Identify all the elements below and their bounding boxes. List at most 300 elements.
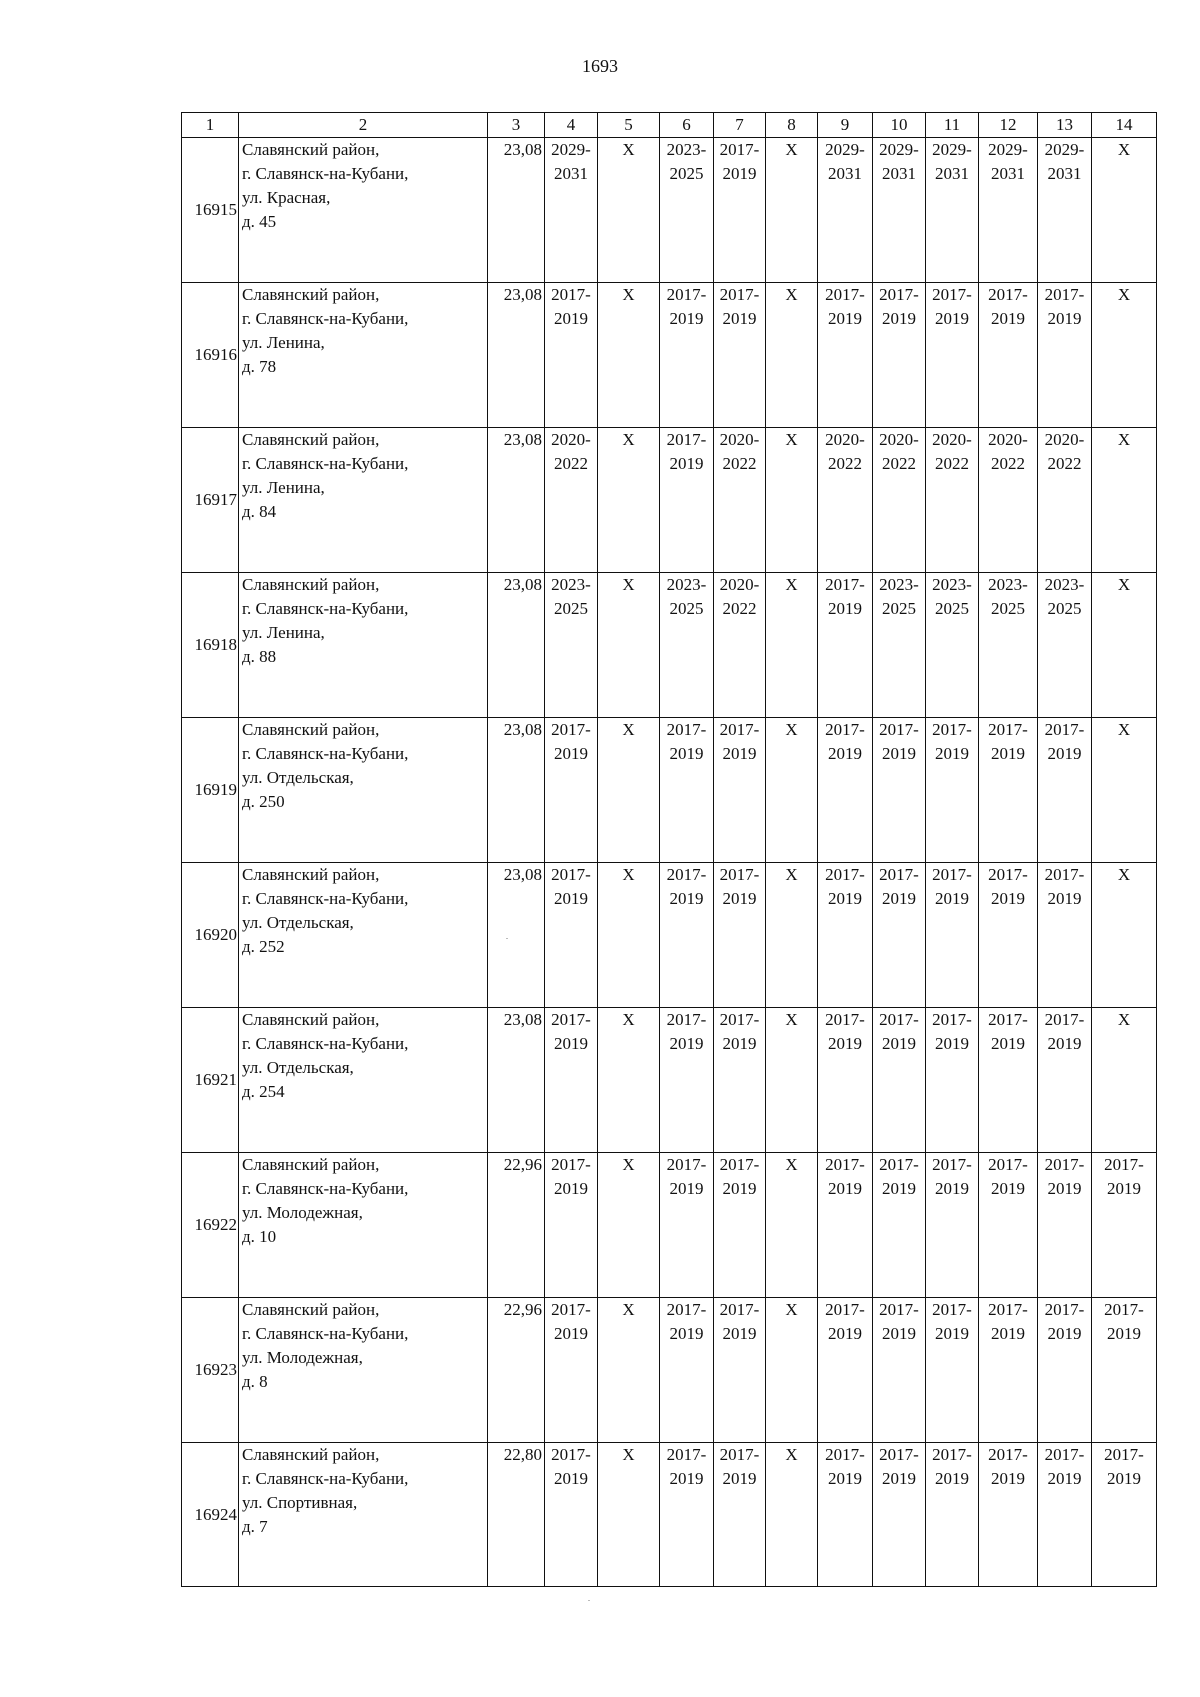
x-mark-cell-c8: Х [766, 1153, 818, 1298]
period-line: 2017- [666, 285, 707, 304]
period-cell-c6 [660, 1298, 714, 1443]
address-line: г. Славянск-на-Кубани, [242, 454, 409, 473]
x-mark-cell-c5: Х [598, 1298, 660, 1443]
period-cell-c12 [979, 718, 1038, 863]
period-cell-c6 [660, 1008, 714, 1153]
period-line: 2019 [882, 1469, 916, 1488]
period-cell-c6 [660, 283, 714, 428]
period-line: 2017- [825, 1010, 865, 1029]
period-line: 2019 [554, 309, 588, 328]
period-cell-c10 [873, 428, 926, 573]
header-row [182, 113, 1157, 138]
period-cell-c12 [979, 1298, 1038, 1443]
column-header-14: 14 [1092, 113, 1157, 138]
x-mark-cell-c8: Х [766, 863, 818, 1008]
period-line: 2019 [882, 744, 916, 763]
period-cell-c12 [979, 1443, 1038, 1587]
address-line: ул. Отдельская, [242, 768, 354, 787]
period-cell-c6 [660, 138, 714, 283]
scan-speck [506, 938, 508, 939]
x-mark-cell-c5: Х [598, 1443, 660, 1587]
period-line: 2019 [722, 309, 757, 328]
period-line: 2023- [551, 575, 591, 594]
x-mark-cell-c8: Х [766, 428, 818, 573]
period-line: 2019 [1047, 1179, 1082, 1198]
period-line: 2017- [879, 865, 919, 884]
period-line: 2022 [554, 454, 588, 473]
period-line: 2017- [1104, 1445, 1144, 1464]
period-line: 2019 [722, 889, 757, 908]
period-cell-c7 [714, 1008, 766, 1153]
period-line: 2029- [825, 140, 865, 159]
period-cell-c12 [979, 1153, 1038, 1298]
period-line: 2019 [991, 744, 1025, 763]
period-line: 2020- [719, 430, 760, 449]
address-line: ул. Красная, [242, 188, 331, 207]
address-line: д. 84 [242, 502, 277, 521]
period-line: 2017- [1044, 1010, 1085, 1029]
period-line: 2017- [879, 285, 919, 304]
row-address [239, 283, 488, 428]
x-mark-cell-c8: Х [766, 1443, 818, 1587]
column-header-6: 6 [660, 113, 714, 138]
x-mark-cell-c14: Х [1092, 573, 1157, 718]
row-area: 23,08 [488, 428, 545, 573]
address-line: д. 8 [242, 1372, 268, 1391]
period-line: 2019 [935, 309, 969, 328]
period-cell-c9 [818, 1153, 873, 1298]
row-area: 22,96 [488, 1153, 545, 1298]
period-line: 2017- [1104, 1300, 1144, 1319]
page-number: 1693 [582, 56, 618, 76]
period-line: 2017- [825, 1445, 865, 1464]
period-line: 2017- [932, 1445, 972, 1464]
x-mark-cell-c5: Х [598, 138, 660, 283]
period-line: 2017- [719, 720, 760, 739]
period-line: 2017- [666, 1300, 707, 1319]
period-line: 2017- [1104, 1155, 1144, 1174]
period-cell-c7 [714, 428, 766, 573]
period-line: 2019 [1107, 1469, 1141, 1488]
period-line: 2019 [991, 1034, 1025, 1053]
period-cell-c10 [873, 283, 926, 428]
period-line: 2017- [879, 720, 919, 739]
row-id: 16917 [182, 428, 239, 573]
period-cell-c11 [926, 1443, 979, 1587]
period-line: 2031 [1047, 164, 1082, 183]
period-line: 2019 [991, 1469, 1025, 1488]
period-line: 2017- [666, 865, 707, 884]
period-line: 2019 [991, 1179, 1025, 1198]
period-line: 2019 [554, 1469, 588, 1488]
period-cell-c13 [1038, 1008, 1092, 1153]
period-line: 2017- [666, 1155, 707, 1174]
period-cell-c11 [926, 1298, 979, 1443]
table-row [182, 138, 1157, 283]
period-cell-c10 [873, 718, 926, 863]
period-cell-c13 [1038, 573, 1092, 718]
period-line: 2017- [988, 1445, 1028, 1464]
address-line: г. Славянск-на-Кубани, [242, 599, 409, 618]
period-cell-c13 [1038, 1443, 1092, 1587]
period-cell-c11 [926, 1153, 979, 1298]
period-line: 2029- [551, 140, 591, 159]
period-cell-c10 [873, 863, 926, 1008]
period-line: 2017- [1044, 1155, 1085, 1174]
period-line: 2022 [828, 454, 862, 473]
period-line: 2019 [1047, 1034, 1082, 1053]
period-line: 2025 [882, 599, 916, 618]
period-line: 2019 [935, 1034, 969, 1053]
period-line: 2017- [825, 1155, 865, 1174]
period-line: 2017- [932, 720, 972, 739]
period-line: 2017- [719, 285, 760, 304]
x-mark-cell-c14: Х [1092, 138, 1157, 283]
x-mark-cell-c5: Х [598, 1153, 660, 1298]
period-line: 2019 [669, 1034, 704, 1053]
period-line: 2019 [935, 1324, 969, 1343]
period-line: 2017- [1044, 865, 1085, 884]
period-line: 2019 [722, 1179, 757, 1198]
period-line: 2022 [722, 454, 757, 473]
period-cell-c7 [714, 718, 766, 863]
period-cell-c7 [714, 1298, 766, 1443]
period-line: 2019 [828, 1034, 862, 1053]
period-line: 2019 [882, 1179, 916, 1198]
period-line: 2019 [669, 309, 704, 328]
x-mark-cell-c8: Х [766, 138, 818, 283]
period-line: 2025 [669, 599, 704, 618]
period-line: 2017- [666, 430, 707, 449]
period-line: 2019 [935, 1469, 969, 1488]
period-cell-c9 [818, 138, 873, 283]
period-line: 2019 [1047, 1469, 1082, 1488]
period-line: 2017- [551, 720, 591, 739]
table-row [182, 573, 1157, 718]
row-area: 22,96 [488, 1298, 545, 1443]
period-cell-c11 [926, 138, 979, 283]
row-area: 23,08 [488, 863, 545, 1008]
period-line: 2019 [554, 1034, 588, 1053]
period-line: 2017- [825, 720, 865, 739]
period-line: 2019 [882, 1324, 916, 1343]
period-line: 2019 [722, 1469, 757, 1488]
period-line: 2023- [1044, 575, 1085, 594]
period-cell-c12 [979, 283, 1038, 428]
period-cell-c4 [545, 428, 598, 573]
period-line: 2020- [551, 430, 591, 449]
period-cell-c7 [714, 283, 766, 428]
period-line: 2017- [551, 1155, 591, 1174]
period-line: 2017- [988, 1300, 1028, 1319]
period-line: 2029- [879, 140, 919, 159]
period-line: 2019 [554, 889, 588, 908]
period-cell-c10 [873, 1153, 926, 1298]
address-line: д. 88 [242, 647, 277, 666]
period-line: 2017- [1044, 720, 1085, 739]
address-line: г. Славянск-на-Кубани, [242, 1469, 409, 1488]
period-line: 2022 [722, 599, 757, 618]
period-line: 2017- [932, 1010, 972, 1029]
address-line: г. Славянск-на-Кубани, [242, 309, 409, 328]
address-line: д. 10 [242, 1227, 277, 1246]
x-mark-cell-c8: Х [766, 1008, 818, 1153]
period-cell-c12 [979, 863, 1038, 1008]
period-line: 2017- [879, 1300, 919, 1319]
period-line: 2019 [669, 744, 704, 763]
x-mark-cell-c5: Х [598, 718, 660, 863]
period-line: 2017- [988, 865, 1028, 884]
period-cell-c13 [1038, 138, 1092, 283]
x-mark-cell-c5: Х [598, 283, 660, 428]
row-address [239, 718, 488, 863]
period-cell-c11 [926, 1008, 979, 1153]
period-cell-c13 [1038, 283, 1092, 428]
period-line: 2031 [935, 164, 969, 183]
period-cell-c10 [873, 1008, 926, 1153]
period-line: 2017- [988, 1155, 1028, 1174]
period-cell-c12 [979, 573, 1038, 718]
row-area: 23,08 [488, 1008, 545, 1153]
period-line: 2017- [719, 140, 760, 159]
period-line: 2017- [932, 865, 972, 884]
address-line: д. 250 [242, 792, 285, 811]
address-line: Славянский район, [242, 1300, 380, 1319]
address-line: ул. Ленина, [242, 333, 325, 352]
x-mark-cell-c14: Х [1092, 1008, 1157, 1153]
period-line: 2017- [719, 1300, 760, 1319]
period-line: 2019 [669, 1469, 704, 1488]
period-line: 2020- [1044, 430, 1085, 449]
address-line: д. 7 [242, 1517, 268, 1536]
period-line: 2020- [879, 430, 919, 449]
period-line: 2017- [988, 720, 1028, 739]
column-header-7: 7 [714, 113, 766, 138]
period-cell-c13 [1038, 428, 1092, 573]
row-id: 16923 [182, 1298, 239, 1443]
column-header-12: 12 [979, 113, 1038, 138]
table-header [182, 113, 1157, 138]
column-header-9: 9 [818, 113, 873, 138]
address-line: д. 252 [242, 937, 285, 956]
period-line: 2031 [991, 164, 1025, 183]
period-cell-c6 [660, 428, 714, 573]
address-line: г. Славянск-на-Кубани, [242, 164, 409, 183]
period-line: 2019 [882, 1034, 916, 1053]
period-cell-c7 [714, 1443, 766, 1587]
row-id: 16920 [182, 863, 239, 1008]
period-line: 2025 [991, 599, 1025, 618]
address-line: Славянский район, [242, 575, 380, 594]
period-line: 2017- [719, 1155, 760, 1174]
x-mark-cell-c14: Х [1092, 863, 1157, 1008]
period-line: 2017- [551, 865, 591, 884]
period-cell-c12 [979, 428, 1038, 573]
x-mark-cell-c8: Х [766, 1298, 818, 1443]
period-cell-c9 [818, 1298, 873, 1443]
period-line: 2019 [935, 889, 969, 908]
period-line: 2017- [825, 285, 865, 304]
period-line: 2019 [935, 744, 969, 763]
x-mark-cell-c5: Х [598, 1008, 660, 1153]
period-cell-c4 [545, 573, 598, 718]
x-mark-cell-c14: Х [1092, 428, 1157, 573]
address-line: Славянский район, [242, 1010, 380, 1029]
period-cell-c4 [545, 1153, 598, 1298]
column-header-4: 4 [545, 113, 598, 138]
period-line: 2019 [722, 744, 757, 763]
period-line: 2019 [722, 1324, 757, 1343]
period-line: 2017- [879, 1155, 919, 1174]
period-line: 2019 [554, 1179, 588, 1198]
address-line: г. Славянск-на-Кубани, [242, 1034, 409, 1053]
row-area: 23,08 [488, 283, 545, 428]
period-cell-c12 [979, 138, 1038, 283]
row-id: 16924 [182, 1443, 239, 1587]
period-cell-c12 [979, 1008, 1038, 1153]
address-line: Славянский район, [242, 285, 380, 304]
address-line: г. Славянск-на-Кубани, [242, 744, 409, 763]
period-line: 2019 [828, 309, 862, 328]
period-cell-c9 [818, 718, 873, 863]
period-line: 2019 [669, 1324, 704, 1343]
period-cell-c9 [818, 573, 873, 718]
period-line: 2019 [1047, 309, 1082, 328]
row-address [239, 1298, 488, 1443]
period-line: 2020- [932, 430, 972, 449]
period-cell-c4 [545, 863, 598, 1008]
address-line: ул. Ленина, [242, 478, 325, 497]
row-area: 23,08 [488, 138, 545, 283]
period-line: 2017- [825, 575, 865, 594]
address-line: ул. Молодежная, [242, 1203, 363, 1222]
period-line: 2017- [988, 285, 1028, 304]
table-row [182, 1298, 1157, 1443]
period-line: 2019 [669, 889, 704, 908]
period-cell-c6 [660, 573, 714, 718]
x-mark-cell-c8: Х [766, 718, 818, 863]
row-id: 16922 [182, 1153, 239, 1298]
period-line: 2031 [554, 164, 588, 183]
row-id: 16921 [182, 1008, 239, 1153]
period-line: 2017- [932, 285, 972, 304]
address-line: ул. Молодежная, [242, 1348, 363, 1367]
address-line: Славянский район, [242, 430, 380, 449]
period-line: 2017- [1044, 285, 1085, 304]
period-line: 2017- [932, 1300, 972, 1319]
row-id: 16915 [182, 138, 239, 283]
row-id: 16919 [182, 718, 239, 863]
period-line: 2019 [722, 1034, 757, 1053]
x-mark-cell-c5: Х [598, 428, 660, 573]
period-line: 2019 [991, 309, 1025, 328]
period-line: 2017- [666, 720, 707, 739]
period-line: 2019 [1047, 1324, 1082, 1343]
period-cell-c9 [818, 1008, 873, 1153]
x-mark-cell-c5: Х [598, 573, 660, 718]
period-line: 2025 [935, 599, 969, 618]
period-cell-c7 [714, 573, 766, 718]
period-cell-c7 [714, 863, 766, 1008]
period-cell-c6 [660, 1153, 714, 1298]
period-line: 2025 [669, 164, 704, 183]
period-line: 2019 [669, 454, 704, 473]
period-cell-c10 [873, 573, 926, 718]
address-line: д. 45 [242, 212, 277, 231]
housing-register-table [181, 112, 1157, 1587]
scan-speck [588, 1600, 590, 1601]
period-line: 2022 [882, 454, 916, 473]
period-line: 2025 [554, 599, 588, 618]
period-line: 2017- [551, 1010, 591, 1029]
period-line: 2025 [1047, 599, 1082, 618]
address-line: д. 78 [242, 357, 277, 376]
period-cell-c10 [873, 1298, 926, 1443]
period-cell-c7 [714, 138, 766, 283]
period-line: 2020- [719, 575, 760, 594]
period-cell-c11 [926, 283, 979, 428]
period-cell-c6 [660, 718, 714, 863]
period-line: 2019 [554, 744, 588, 763]
period-line: 2019 [882, 309, 916, 328]
period-line: 2017- [879, 1010, 919, 1029]
column-header-8: 8 [766, 113, 818, 138]
period-line: 2020- [988, 430, 1028, 449]
table-row [182, 1153, 1157, 1298]
address-line: д. 254 [242, 1082, 285, 1101]
period-line: 2020- [825, 430, 865, 449]
period-line: 2031 [828, 164, 862, 183]
table-row [182, 863, 1157, 1008]
row-area: 23,08 [488, 573, 545, 718]
period-cell-c4 [545, 1443, 598, 1587]
table-row [182, 718, 1157, 863]
period-cell-c10 [873, 1443, 926, 1587]
period-line: 2019 [828, 599, 862, 618]
period-line: 2017- [551, 1300, 591, 1319]
address-line: Славянский район, [242, 140, 380, 159]
period-line: 2017- [825, 865, 865, 884]
column-header-1: 1 [182, 113, 239, 138]
column-header-13: 13 [1038, 113, 1092, 138]
column-header-5: 5 [598, 113, 660, 138]
period-line: 2029- [988, 140, 1028, 159]
period-cell-c7 [714, 1153, 766, 1298]
address-line: г. Славянск-на-Кубани, [242, 1179, 409, 1198]
address-line: ул. Отдельская, [242, 913, 354, 932]
period-line: 2029- [932, 140, 972, 159]
period-line: 2017- [1044, 1445, 1085, 1464]
period-cell-c11 [926, 573, 979, 718]
period-cell-c4 [545, 283, 598, 428]
period-cell-c13 [1038, 718, 1092, 863]
x-mark-cell-c14: Х [1092, 718, 1157, 863]
row-address [239, 1153, 488, 1298]
column-header-11: 11 [926, 113, 979, 138]
address-line: Славянский район, [242, 1155, 380, 1174]
period-line: 2019 [882, 889, 916, 908]
period-cell-c9 [818, 428, 873, 573]
period-cell-c4 [545, 718, 598, 863]
row-address [239, 428, 488, 573]
period-line: 2019 [828, 889, 862, 908]
period-cell-c11 [926, 428, 979, 573]
period-line: 2017- [719, 1010, 760, 1029]
address-line: ул. Спортивная, [242, 1493, 358, 1512]
row-address [239, 138, 488, 283]
row-area: 23,08 [488, 718, 545, 863]
row-address [239, 573, 488, 718]
